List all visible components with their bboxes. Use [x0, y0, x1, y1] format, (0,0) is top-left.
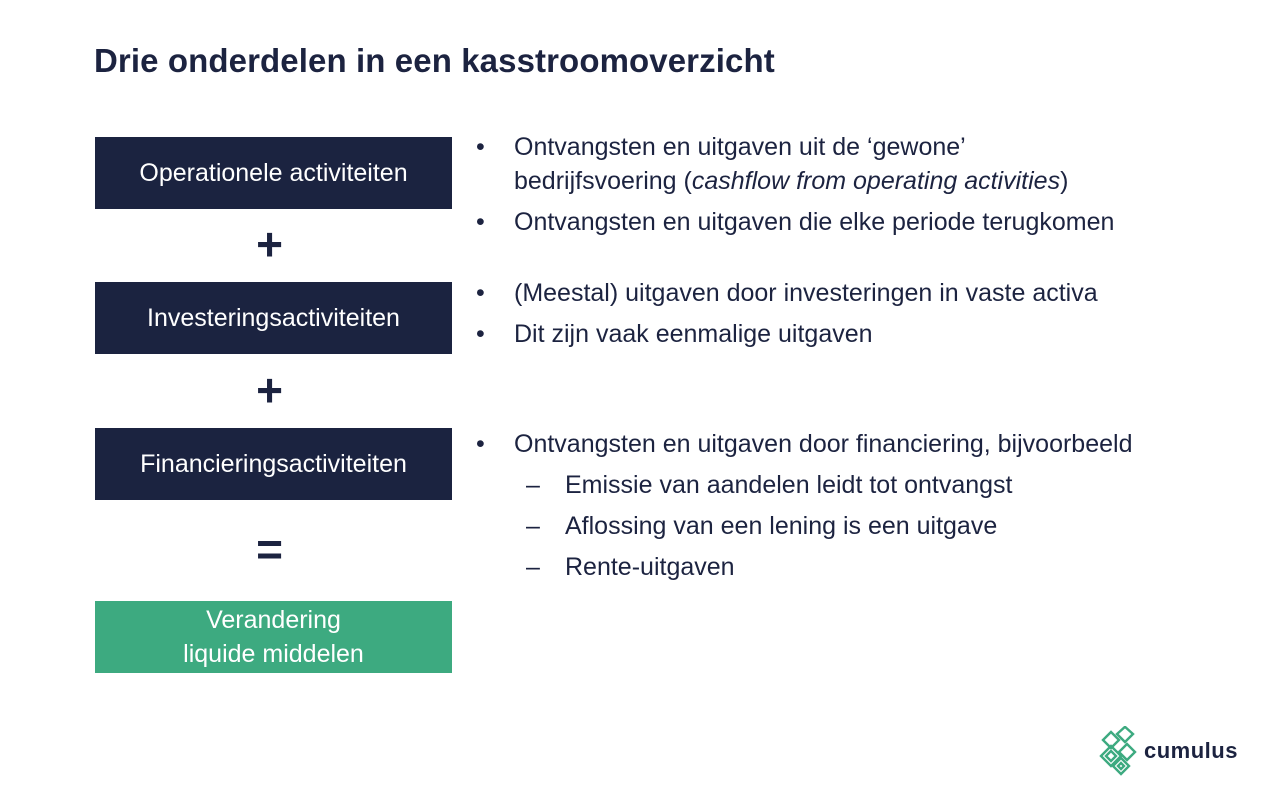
list-item	[476, 276, 1098, 310]
bullet-marker: •	[476, 279, 485, 307]
cumulus-logo	[1097, 726, 1238, 776]
cumulus-logo-icon	[1097, 726, 1139, 776]
bullet-marker: •	[476, 430, 485, 458]
sub-list-item	[476, 509, 1132, 543]
financing-activities-box	[95, 428, 452, 500]
page-title: Drie onderdelen in een kasstroomoverzicht	[94, 42, 775, 79]
dash-marker: –	[526, 471, 540, 499]
list-item	[476, 317, 1098, 351]
plus-operator: +	[256, 218, 283, 270]
bullet-marker: •	[476, 208, 485, 236]
change-liquid-assets-line1: Verandering	[206, 606, 341, 634]
operational-bullet-list	[476, 130, 1114, 246]
bullet-text-line	[514, 164, 1114, 198]
bullet-marker: •	[476, 320, 485, 348]
operational-activities-label: Operationele activiteiten	[139, 159, 408, 187]
bullet-text: Ontvangsten en uitgaven die elke periode terugkomen	[514, 208, 1115, 236]
bullet-text: Ontvangsten en uitgaven door financiering, bijvoorbeeld	[514, 430, 1133, 458]
investing-activities-label: Investeringsactiviteiten	[147, 304, 400, 332]
bullet-text-line: Ontvangsten en uitgaven uit de ‘gewone’	[514, 133, 966, 161]
plus-operator: +	[256, 364, 283, 416]
operational-activities-box	[95, 137, 452, 209]
logo-text: cumulus	[1144, 738, 1238, 763]
bullet-text-prefix: bedrijfsvoering (	[514, 167, 692, 195]
sub-bullet-text: Rente-uitgaven	[565, 553, 735, 581]
dash-marker: –	[526, 553, 540, 581]
sub-bullet-text: Aflossing van een lening is een uitgave	[565, 512, 998, 540]
list-item	[476, 205, 1114, 239]
bullet-text: Dit zijn vaak eenmalige uitgaven	[514, 320, 873, 348]
list-item	[476, 130, 1114, 198]
list-item	[476, 427, 1132, 461]
bullet-text-italic: cashflow from operating activities	[691, 167, 1061, 195]
bullet-marker: •	[476, 133, 485, 161]
financing-bullet-list	[476, 427, 1132, 591]
financing-activities-label: Financieringsactiviteiten	[140, 450, 407, 478]
bullet-text: (Meestal) uitgaven door investeringen in vaste activa	[514, 279, 1098, 307]
sub-list-item	[476, 468, 1132, 502]
equals-operator: =	[256, 523, 283, 575]
sub-list-item	[476, 550, 1132, 584]
investing-bullet-list	[476, 276, 1098, 358]
bullet-text-suffix: )	[1060, 167, 1069, 195]
change-liquid-assets-box	[95, 601, 452, 673]
change-liquid-assets-line2: liquide middelen	[183, 640, 364, 668]
sub-bullet-text: Emissie van aandelen leidt tot ontvangst	[565, 471, 1013, 499]
dash-marker: –	[526, 512, 540, 540]
investing-activities-box	[95, 282, 452, 354]
